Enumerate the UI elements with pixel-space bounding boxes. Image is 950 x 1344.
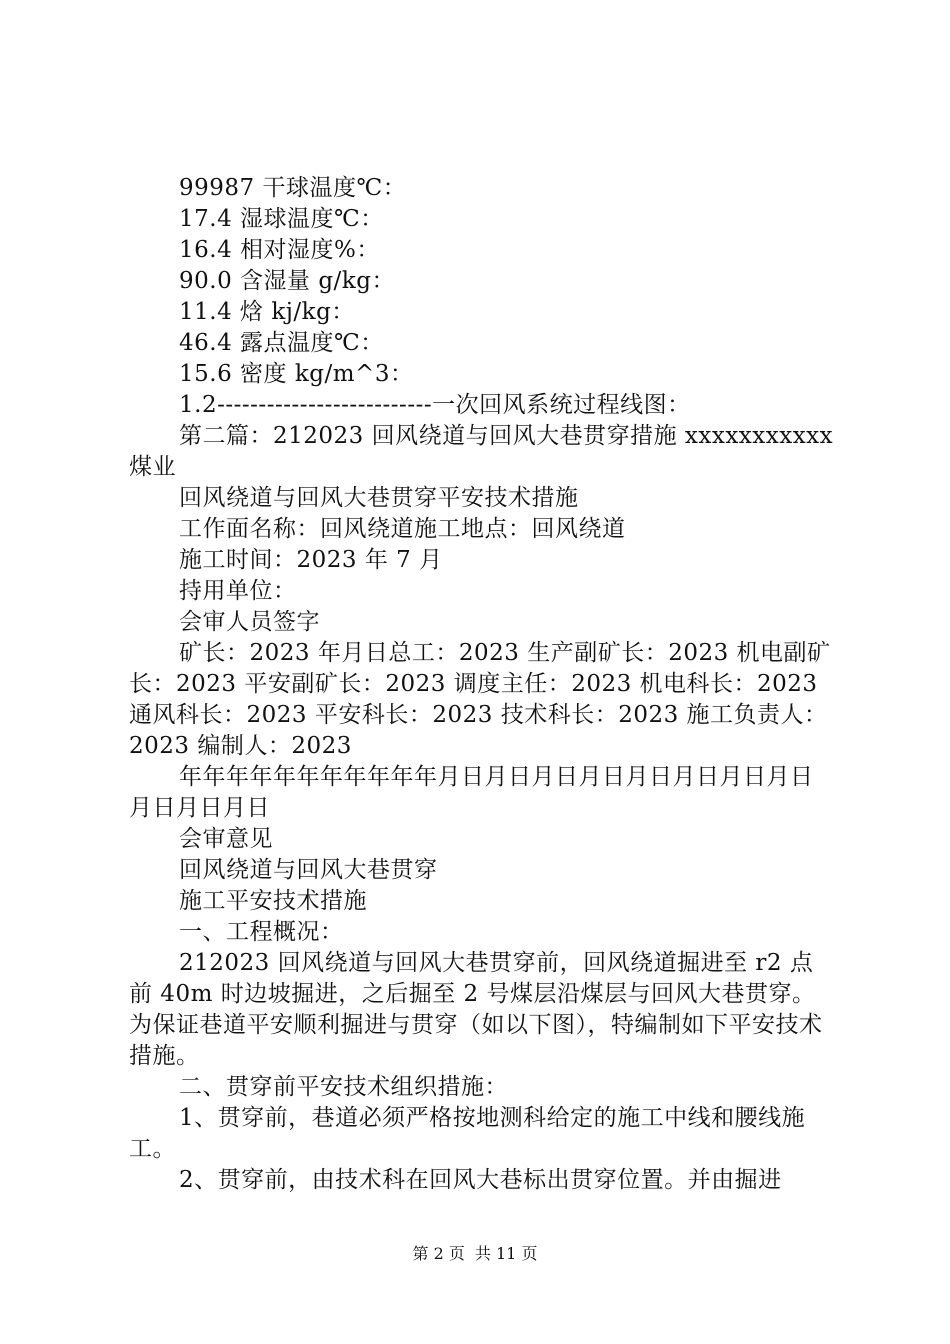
paragraph-enthalpy: 11.4 焓 kj/kg： [179, 299, 355, 325]
paragraph-moisture-content: 90.0 含湿量 g/kg： [179, 268, 395, 294]
paragraph-heading-line-2: 施工平安技术措施 [179, 888, 367, 914]
paragraph-review-opinion: 会审意见 [179, 826, 273, 852]
section-heading-measures: 二、贯穿前平安技术组织措施： [179, 1074, 508, 1100]
paragraph-process-line: 1.2--------------------------一次回风系统过程线图： [179, 392, 691, 418]
paragraph-measure-1: 1、贯穿前，巷道必须严格按地测科给定的施工中线和腰线施工。 [129, 1105, 806, 1162]
document-body [129, 173, 841, 1196]
paragraph-signatories: 矿长：2023 年月日总工：2023 生产副矿长：2023 机电副矿长：2023 平安副矿长：2023 调度主任：2023 机电科长：2023 通风科长：2023 平安科长：2023 技术科长：2023 施工负责人：2023 编制人：2023 [129, 640, 831, 759]
paragraph-holder-unit: 持用单位： [179, 578, 297, 604]
paragraph-construction-time: 施工时间：2023 年 7 月 [179, 547, 443, 573]
paragraph-relative-humidity: 16.4 相对湿度%： [179, 237, 380, 263]
paragraph-heading-line-1: 回风绕道与回风大巷贯穿 [179, 857, 438, 883]
page-number: 第 2 页 [412, 1244, 465, 1263]
section-heading-overview: 一、工程概况： [179, 919, 344, 945]
paragraph-dates: 年年年年年年年年年年年月日月日月日月日月日月日月日月日月日月日月日 [129, 764, 814, 821]
paragraph-dew-point: 46.4 露点温度℃： [179, 330, 384, 356]
paragraph-overview: 212023 回风绕道与回风大巷贯穿前，回风绕道掘进至 r2 点前 40m 时边坡掘进，之后掘至 2 号煤层沿煤层与回风大巷贯穿。为保证巷道平安顺利掘进与贯穿（如以下图），特编制如下平安技术措施。 [129, 950, 823, 1069]
paragraph-review-signatures: 会审人员签字 [179, 609, 320, 635]
paragraph-density: 15.6 密度 kg/m^3： [179, 361, 414, 387]
paragraph-measures-title: 回风绕道与回风大巷贯穿平安技术措施 [179, 485, 579, 511]
page-footer [0, 1243, 950, 1265]
paragraph-work-face: 工作面名称：回风绕道施工地点：回风绕道 [179, 516, 626, 542]
page-total: 共 11 页 [474, 1244, 538, 1263]
paragraph-wet-bulb: 17.4 湿球温度℃： [179, 206, 384, 232]
paragraph-measure-2: 2、贯穿前，由技术科在回风大巷标出贯穿位置。并由掘进 [179, 1167, 782, 1193]
paragraph-part-two-title: 第二篇：212023 回风绕道与回风大巷贯穿措施 xxxxxxxxxxx 煤业 [129, 423, 841, 480]
paragraph-dry-bulb: 99987 干球温度℃： [179, 175, 407, 201]
